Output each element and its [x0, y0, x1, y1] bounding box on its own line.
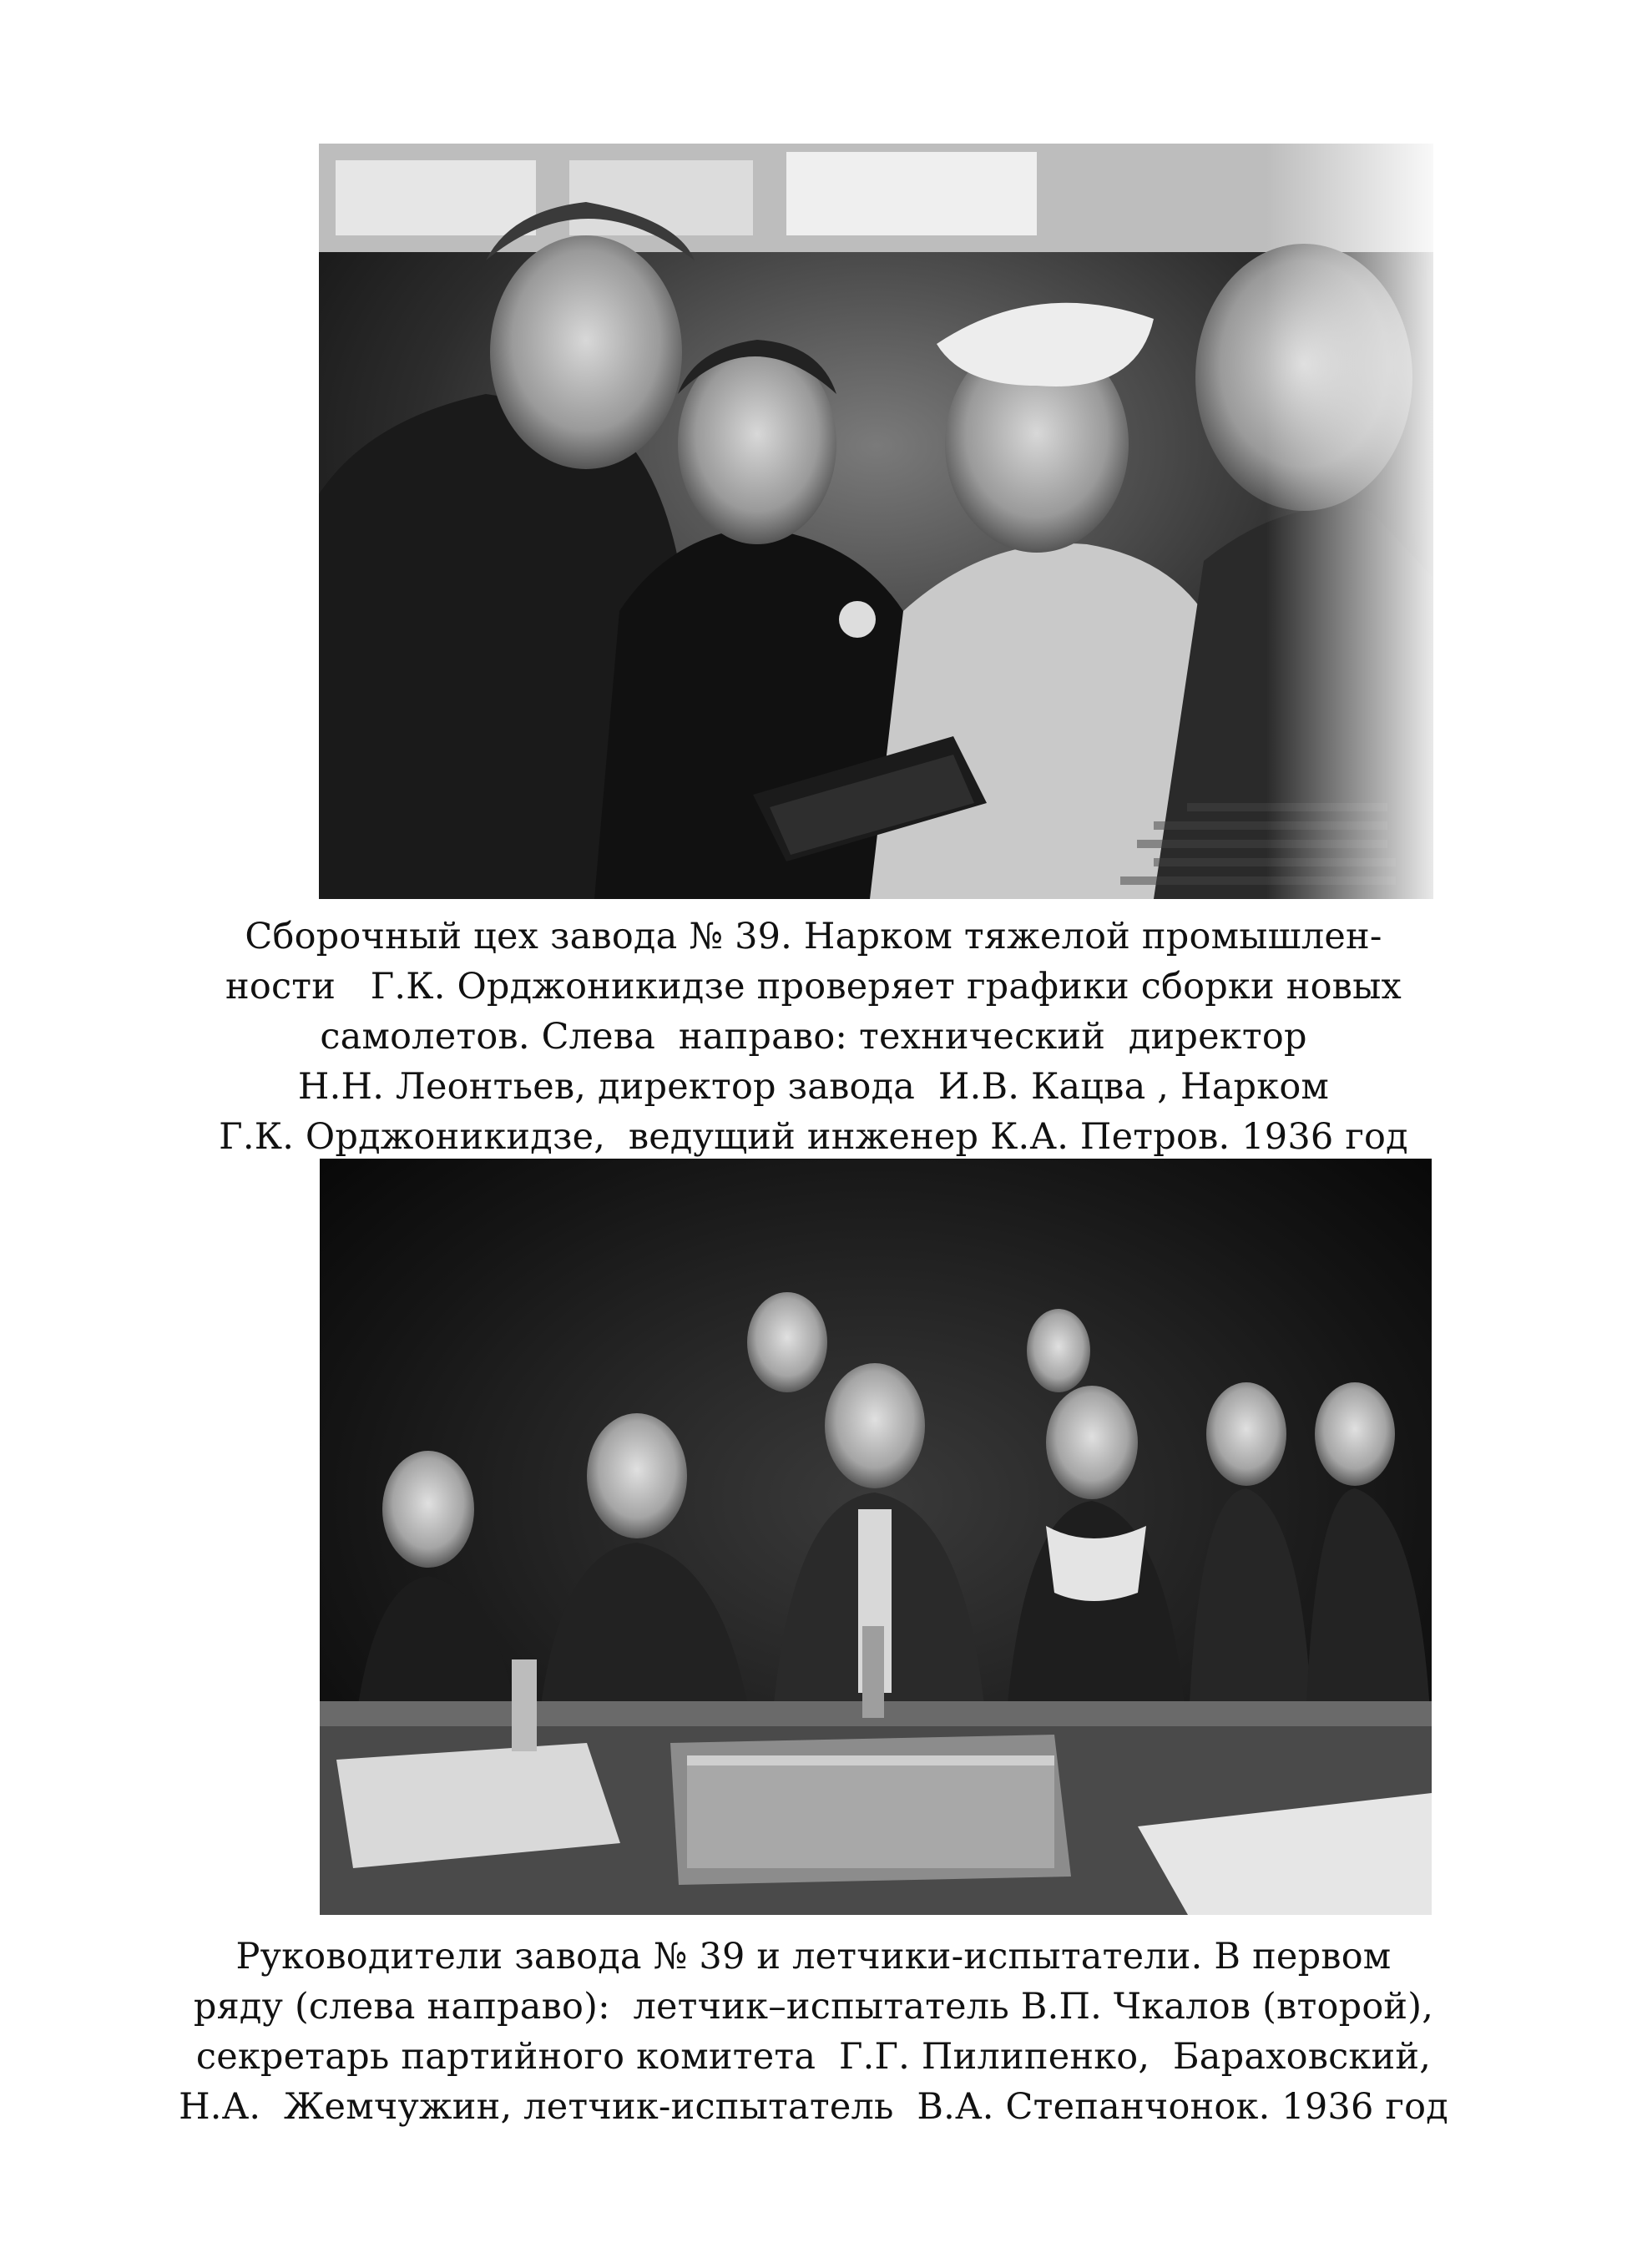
photo-caption-2: [0, 1932, 1627, 2132]
caption-line: Н.А. Жемчужин, летчик-испытатель В.А. Степанчонок. 1936 год: [179, 2086, 1448, 2128]
caption-line: Руководители завода № 39 и летчики-испытатели. В первом: [235, 1936, 1392, 1978]
caption-line: секретарь партийного комитета Г.Г. Пилипенко, Бараховский,: [195, 2036, 1432, 2078]
archival-photo-assembly-shop: [319, 144, 1433, 899]
caption-line: ряду (слева направо): летчик–испытатель В.П. Чкалов (второй),: [193, 1986, 1434, 2028]
caption-line: самолетов. Слева направо: технический директор: [320, 1016, 1307, 1058]
caption-line: ности Г.К. Орджоникидзе проверяет графики сборки новых: [225, 966, 1402, 1008]
archival-photo-factory-leaders-and-test-pilots: [320, 1159, 1432, 1915]
caption-line: Сборочный цех завода № 39. Нарком тяжелой промышлен-: [245, 916, 1382, 957]
caption-line: Н.Н. Леонтьев, директор завода И.В. Кацва , Нарком: [297, 1066, 1330, 1108]
photo-2-image: [320, 1159, 1432, 1915]
photo-1-image: [319, 144, 1433, 899]
photo-caption-1: [0, 912, 1627, 1162]
caption-line: Г.К. Орджоникидзе, ведущий инженер К.А. Петров. 1936 год: [219, 1116, 1408, 1158]
